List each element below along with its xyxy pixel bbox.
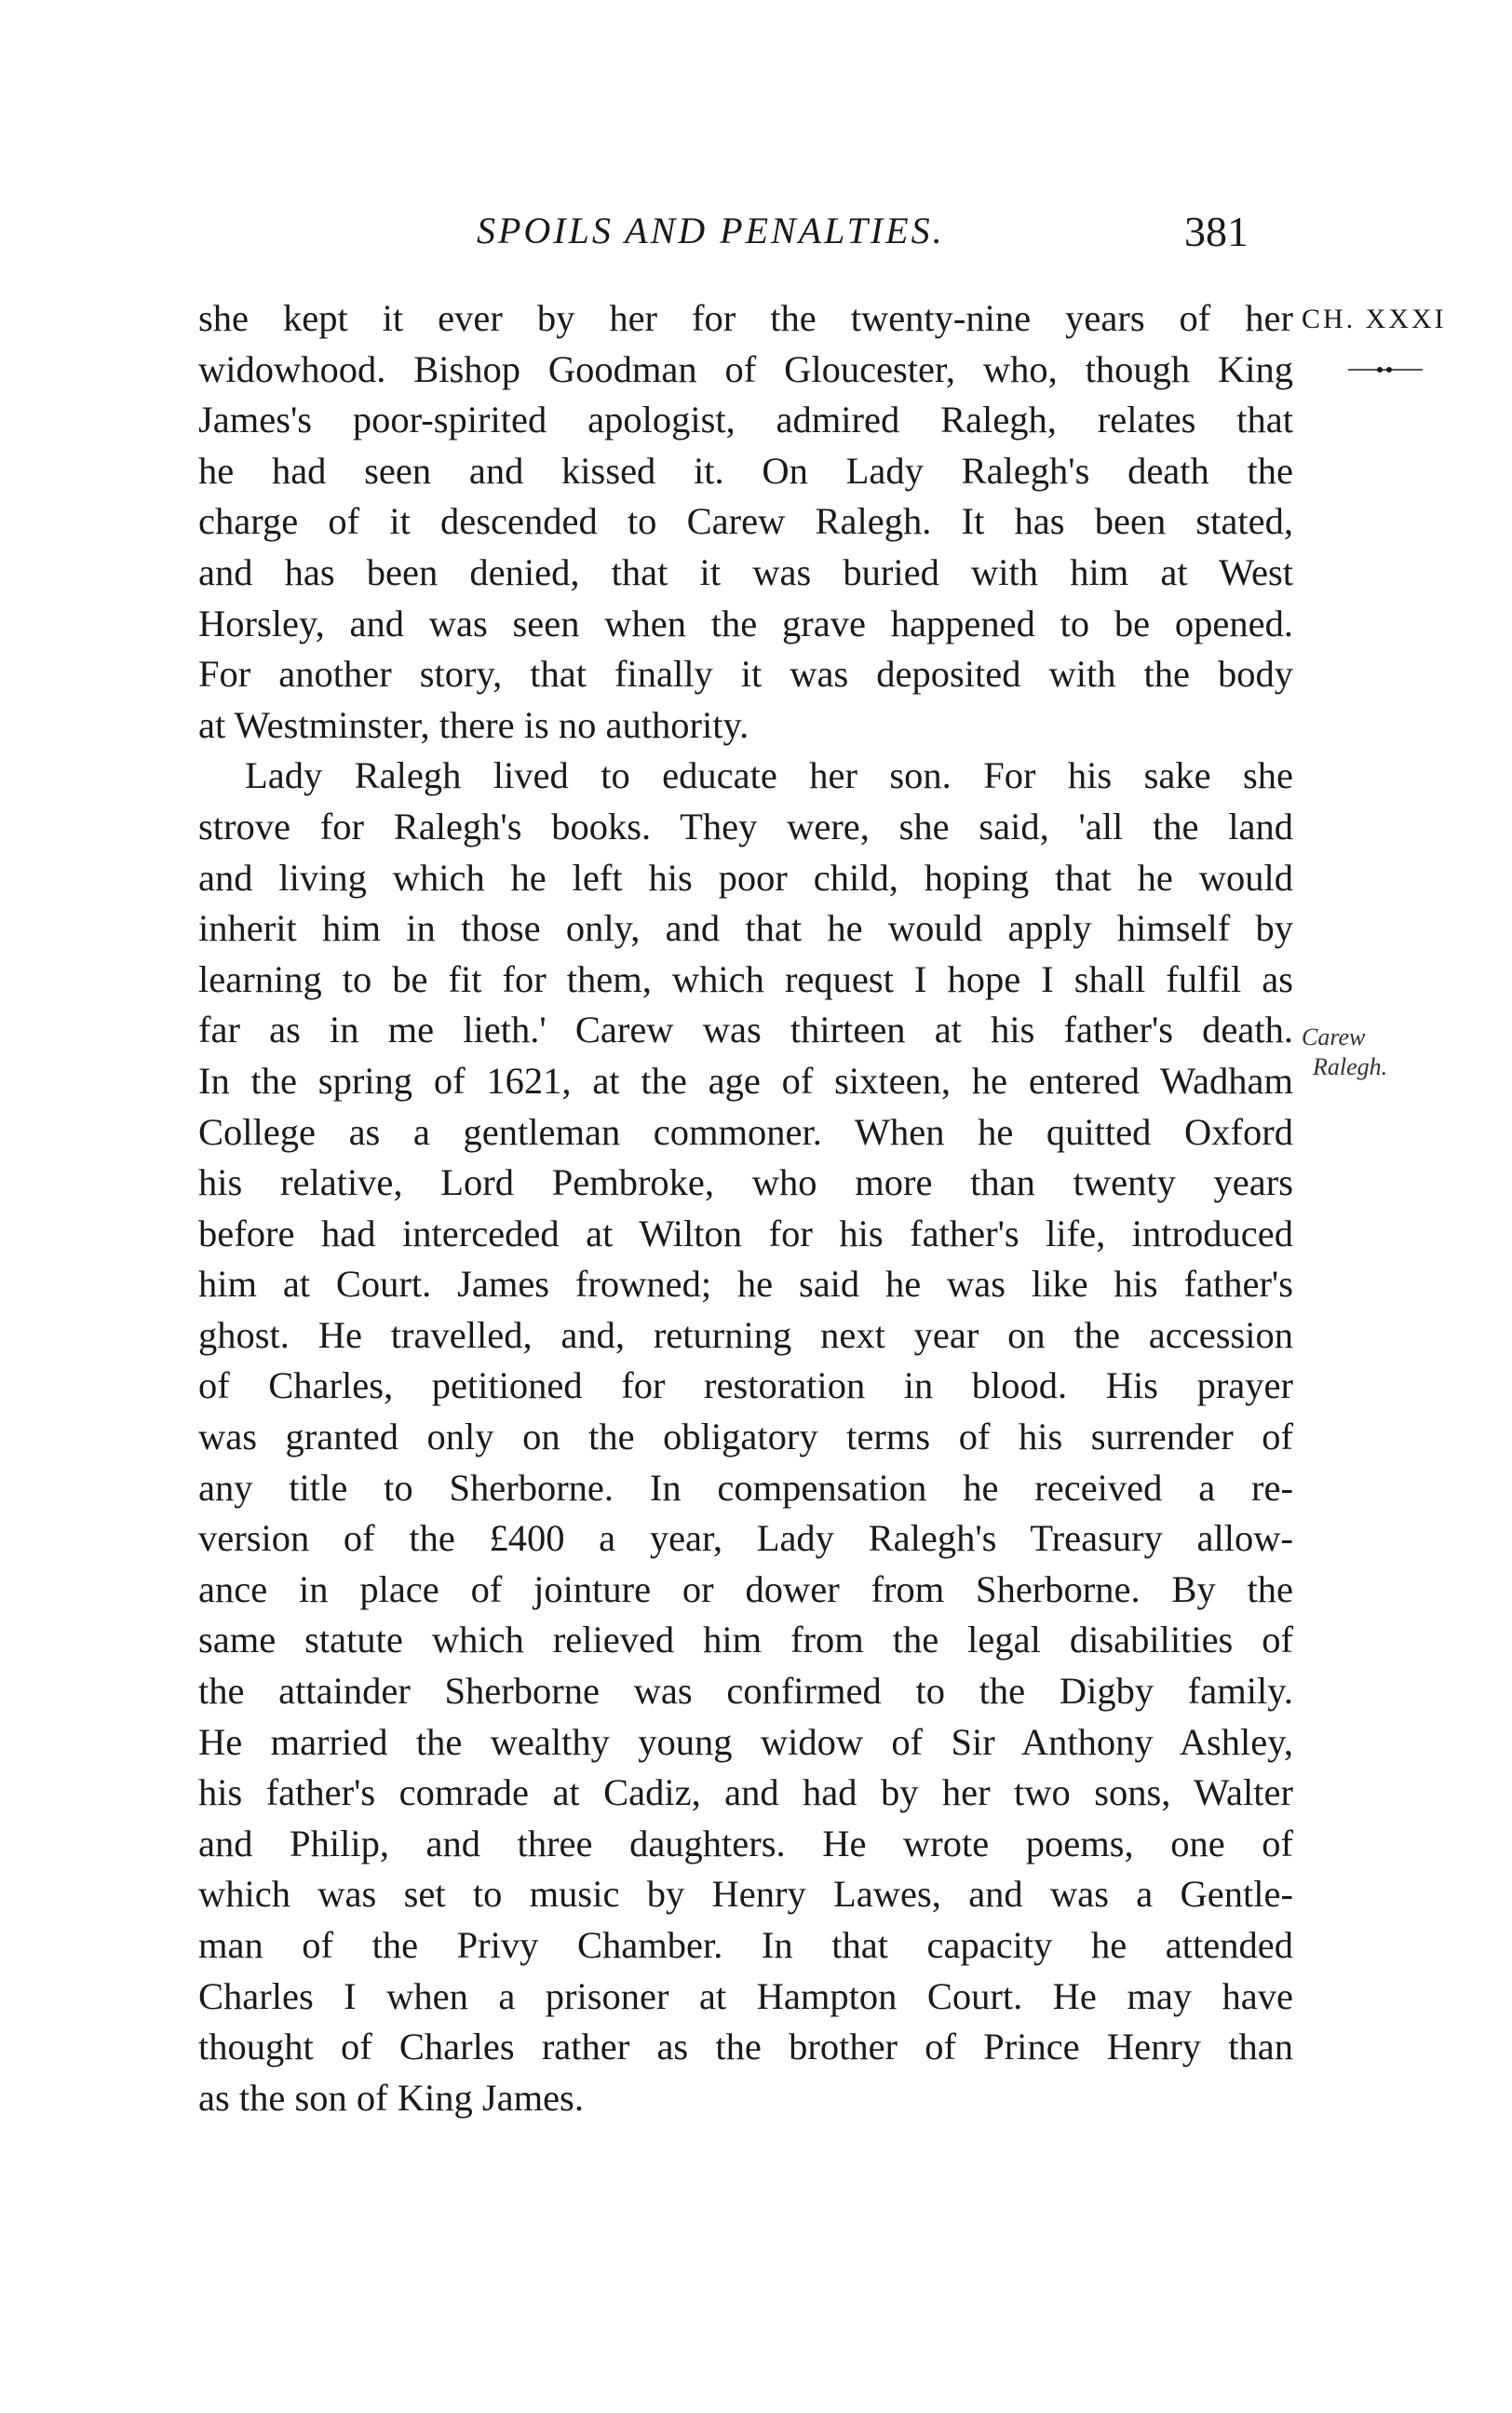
text-line: far as in me lieth.' Carew was thirteen at his father's death.: [198, 1009, 1293, 1051]
text-line: charge of it descended to Carew Ralegh. It has been stated,: [198, 500, 1293, 543]
text-line: inherit him in those only, and that he would apply himself by: [198, 907, 1293, 950]
text-line: He married the wealthy young widow of Sir Anthony Ashley,: [198, 1720, 1293, 1763]
text-line: In the spring of 1621, at the age of sixteen, he entered Wadham: [198, 1059, 1293, 1102]
text-line: and living which he left his poor child, hoping that he would: [198, 856, 1293, 899]
text-line: he had seen and kissed it. On Lady Ralegh's death the: [198, 449, 1293, 492]
text-line: before had interceded at Wilton for his father's life, introduced: [198, 1212, 1293, 1254]
margin-note-line-1: Carew: [1302, 1023, 1366, 1051]
paragraph-2: [198, 751, 1293, 2123]
text-line: strove for Ralegh's books. They were, she said, 'all the land: [198, 805, 1293, 847]
text-line: widowhood. Bishop Goodman of Gloucester, who, though King: [198, 347, 1293, 390]
margin-chapter-label: CH. XXXI: [1302, 304, 1447, 334]
margin-note-line-2: Ralegh.: [1313, 1053, 1388, 1080]
text-line: his relative, Lord Pembroke, who more than twenty years: [198, 1161, 1293, 1204]
text-line: any title to Sherborne. In compensation he received a re-: [198, 1466, 1293, 1509]
text-line: and has been denied, that it was buried with him at West: [198, 550, 1293, 593]
text-line: she kept it ever by her for the twenty-nine years of her: [198, 297, 1293, 339]
text-line: Charles I when a prisoner at Hampton Court. He may have: [198, 1974, 1293, 2017]
margin-ornament-icon: [1348, 365, 1423, 374]
text-line: College as a gentleman commoner. When he quitted Oxford: [198, 1110, 1293, 1153]
text-line: Lady Ralegh lived to educate her son. For his sake she: [245, 754, 1293, 797]
text-line: him at Court. James frowned; he said he was like his father's: [198, 1263, 1293, 1306]
text-line: at Westminster, there is no authority.: [198, 703, 749, 746]
text-line: his father's comrade at Cadiz, and had by her two sons, Walter: [198, 1771, 1293, 1814]
text-line: ance in place of jointure or dower from Sherborne. By the: [198, 1567, 1293, 1610]
running-title: SPOILS AND PENALTIES.: [477, 210, 945, 251]
text-line: man of the Privy Chamber. In that capacity he attended: [198, 1924, 1293, 1966]
text-line: was granted only on the obligatory terms of his surrender of: [198, 1416, 1293, 1458]
text-line: thought of Charles rather as the brother of Prince Henry than: [198, 2026, 1293, 2068]
text-line: as the son of King James.: [198, 2076, 584, 2119]
text-line: ghost. He travelled, and, returning next year on the accession: [198, 1313, 1293, 1356]
text-line: Horsley, and was seen when the grave happened to be opened.: [198, 602, 1293, 644]
margin-note: [1302, 1023, 1387, 1082]
text-line: James's poor-spirited apologist, admired Ralegh, relates that: [198, 399, 1293, 441]
text-line: learning to be fit for them, which request I hope I shall fulfil as: [198, 957, 1293, 1000]
text-line: the attainder Sherborne was confirmed to the Digby family.: [198, 1670, 1293, 1713]
page-number: 381: [1184, 208, 1249, 255]
body-text: [198, 293, 1293, 2123]
text-line: which was set to music by Henry Lawes, and was a Gentle-: [198, 1873, 1293, 1916]
text-line: same statute which relieved him from the legal disabilities of: [198, 1619, 1293, 1661]
running-head: [0, 209, 1512, 264]
text-line: version of the £400 a year, Lady Ralegh's Treasury allow-: [198, 1517, 1293, 1560]
text-line: of Charles, petitioned for restoration in blood. His prayer: [198, 1364, 1293, 1407]
text-line: For another story, that finally it was deposited with the body: [198, 653, 1293, 696]
paragraph-1: [198, 293, 1293, 751]
text-line: and Philip, and three daughters. He wrote poems, one of: [198, 1822, 1293, 1864]
